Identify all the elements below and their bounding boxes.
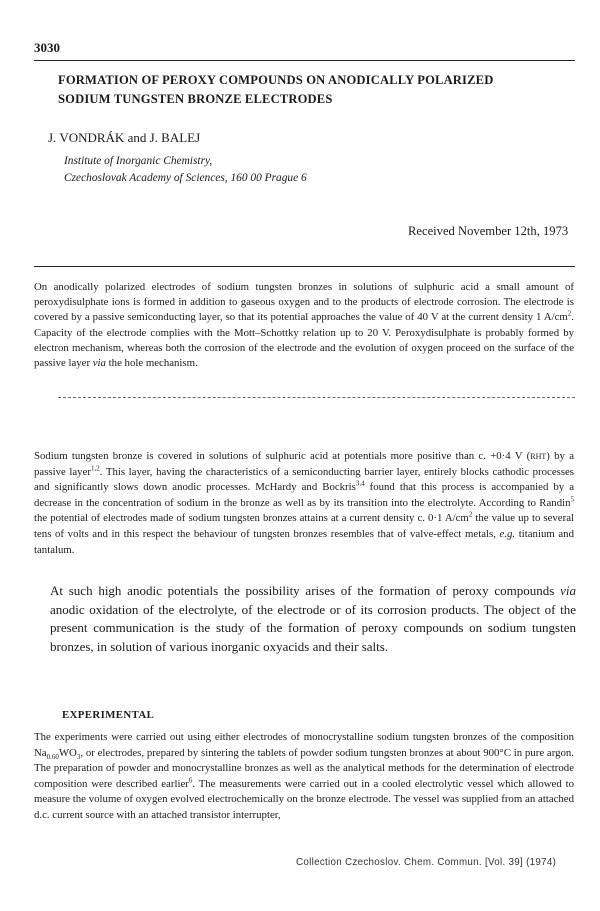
section-heading-experimental: EXPERIMENTAL xyxy=(62,709,155,721)
intro-p1-text-c: . This layer, having the characteristics of a semiconducting barrier layer, entirely blocks cathodic processes and significantly slows down anodic processes. McHardy and Bockris xyxy=(34,465,575,494)
intro-p1-rht: rht xyxy=(530,450,547,462)
intro-p1-ref-3: 5 xyxy=(570,495,574,504)
abstract-sup-1: 2 xyxy=(567,309,572,318)
exp-ref-6: 6 xyxy=(188,776,193,785)
intro-p1-ref-1: 1,2 xyxy=(90,464,100,472)
experimental-paragraph xyxy=(34,730,574,824)
abstract-text-1: On anodically polarized electrodes of sodium tungsten bronzes in solutions of sulphuric acid a small amount of peroxydisulphate ions is formed in addition to gaseous oxygen and to the products of electrode corrosion. The electrode is covered by a passive semiconducting layer, so that its potential approaches the value of 40 V at the current density 1 A/cm xyxy=(34,281,574,324)
intro-p1-text-e: the potential of electrodes made of sodium tungsten bronzes attains at a current density c. 0·1 A/cm xyxy=(34,512,469,525)
page-number: 3030 xyxy=(34,40,60,55)
intro-p1-text-b: ) by a passive layer xyxy=(34,450,574,478)
affiliation-line-1: Institute of Inorganic Chemistry, xyxy=(64,155,213,167)
journal-footer: Collection Czechoslov. Chem. Commun. [Vol. 39] (1974) xyxy=(296,857,557,868)
abstract xyxy=(34,280,574,371)
abstract-bottom-rule xyxy=(58,397,575,398)
abstract-text-3: the hole mechanism. xyxy=(105,357,198,370)
abstract-text-2: . Capacity of the electrode complies with the Mott–Schottky relation up to 20 V. Peroxydisulphate is probably formed by electron mechanism, whereas both the corrosion of the electrode and the evolution of oxygen proceed on the surface of the passive layer xyxy=(34,311,574,370)
intro-p1-text-g: titanium and tantalum. xyxy=(34,527,574,556)
intro-paragraph-1 xyxy=(34,449,574,558)
title-line-1: FORMATION OF PEROXY COMPOUNDS ON ANODICALLY POLARIZED xyxy=(58,73,494,87)
article-title xyxy=(58,71,578,109)
title-line-2: SODIUM TUNGSTEN BRONZE ELECTRODES xyxy=(58,92,333,106)
abstract-italic-via: via xyxy=(92,357,106,370)
exp-text-d: . The measurements were carried out in a cooled electrolytic vessel which allowed to measure the volume of oxygen evolved electrochemically on the bronze electrode. The vessel was supplied from an attached d.c. current source with an attached transistor interrupter, xyxy=(34,777,574,821)
exp-sub-1: 0.60 xyxy=(46,752,59,761)
intro-p2-text-b: anodic oxidation of the electrolyte, of the electrode or of its corrosion products. The object of the present communication is the study of the formation of peroxy compounds on sodium tungsten bronzes, in solution of various inorganic oxyacids and their salts. xyxy=(50,601,576,654)
intro-p1-text-d: found that this process is accompanied by a decrease in the concentration of sodium in the bronze as well as by its transition into the electrolyte. According to Randin xyxy=(34,481,575,509)
abstract-top-rule xyxy=(34,266,575,267)
exp-text-c: , or electrodes, prepared by sintering the tablets of powder sodium tungsten bronzes at about 900°C in pure argon. The preparation of powder and monocrystalline bronzes as well as the analytical methods for the determination of electrode composition were described earlier xyxy=(34,746,574,790)
intro-p2-text-a: At such high anodic potentials the possibility arises of the formation of peroxy compounds xyxy=(50,583,561,598)
affiliation xyxy=(64,153,307,187)
intro-paragraph-2 xyxy=(50,582,576,656)
intro-p1-ref-2: 3,4 xyxy=(355,479,365,488)
intro-p1-sup-4: 2 xyxy=(468,510,473,519)
exp-text-b: WO xyxy=(58,746,77,759)
header-rule xyxy=(34,60,575,61)
intro-p1-text-f: the value up to several tens of volts and in this respect the behaviour of tungsten bronzes resembles that of valve-effect metals, xyxy=(34,512,574,540)
intro-p1-italic-eg: e.g. xyxy=(499,527,516,540)
exp-text-a: The experiments were carried out using either electrodes of monocrystalline sodium tungsten bronzes of the composition Na xyxy=(34,731,574,759)
intro-p1-text-a: Sodium tungsten bronze is covered in solutions of sulphuric acid at potentials more positive than c. +0·4 V ( xyxy=(34,450,531,462)
intro-p2-italic-via: via xyxy=(560,583,576,598)
received-date: Received November 12th, 1973 xyxy=(408,224,569,238)
article-authors: J. VONDRÁK and J. BALEJ xyxy=(48,130,201,145)
exp-sub-2: 3 xyxy=(76,752,81,761)
affiliation-line-2: Czechoslovak Academy of Sciences, 160 00 Prague 6 xyxy=(64,172,307,184)
